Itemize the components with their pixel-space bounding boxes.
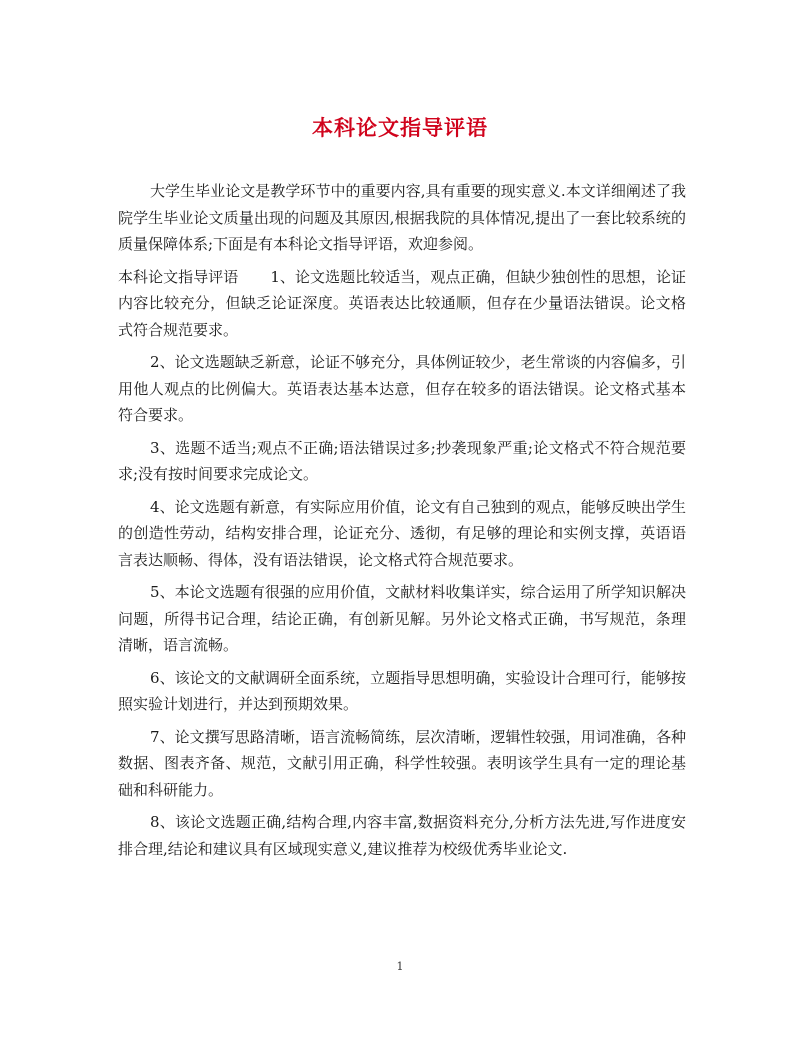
comment-paragraph-7: 7、论文撰写思路清晰，语言流畅简练，层次清晰，逻辑性较强，用词准确，各种数据、图表齐备、规范，文献引用正确，科学性较强。表明该学生具有一定的理论基础和科研能力。 — [118, 727, 686, 799]
comment-paragraph-4: 4、论文选题有新意，有实际应用价值，论文有自己独到的观点，能够反映出学生的创造性劳动，结构安排合理，论证充分、透彻，有足够的理论和实例支撑，英语语言表达顺畅、得体，没有语法错误，论文格式符合规范要求。 — [118, 497, 686, 569]
intro-paragraph: 大学生毕业论文是教学环节中的重要内容,具有重要的现实意义.本文详细阐述了我院学生毕业论文质量出现的问题及其原因,根据我院的具体情况,提出了一套比较系统的质量保障体系;下面是有本科论文指导评语，欢迎参阅。 — [118, 182, 686, 253]
comment-paragraph-1 — [118, 264, 686, 344]
comment-paragraph-3: 3、选题不适当;观点不正确;语法错误过多;抄袭现象严重;论文格式不符合规范要求;没有按时间要求完成论文。 — [118, 438, 686, 483]
comment-paragraph-6: 6、该论文的文献调研全面系统，立题指导思想明确，实验设计合理可行，能够按照实验计划进行，并达到预期效果。 — [118, 668, 686, 713]
section-label: 本科论文指导评语 — [118, 267, 239, 286]
page-number: 1 — [396, 960, 404, 973]
comment-paragraph-8: 8、该论文选题正确,结构合理,内容丰富,数据资料充分,分析方法先进,写作进度安排合理,结论和建议具有区域现实意义,建议推荐为校级优秀毕业论文. — [118, 813, 686, 858]
document-title: 本科论文指导评语 — [312, 116, 488, 140]
comment-paragraph-5: 5、本论文选题有很强的应用价值，文献材料收集详实，综合运用了所学知识解决问题，所得书记合理，结论正确，有创新见解。另外论文格式正确，书写规范，条理清晰，语言流畅。 — [118, 583, 686, 654]
document-body — [118, 178, 686, 868]
comment-paragraph-2: 2、论文选题缺乏新意，论证不够充分，具体例证较少，老生常谈的内容偏多，引用他人观点的比例偏大。英语表达基本达意，但存在较多的语法错误。论文格式基本符合要求。 — [118, 353, 686, 424]
comment-text-1: 1、论文选题比较适当，观点正确，但缺少独创性的思想，论证内容比较充分，但缺乏论证深度。英语表达比较通顺，但存在少量语法错误。论文格式符合规范要求。 — [118, 267, 686, 339]
